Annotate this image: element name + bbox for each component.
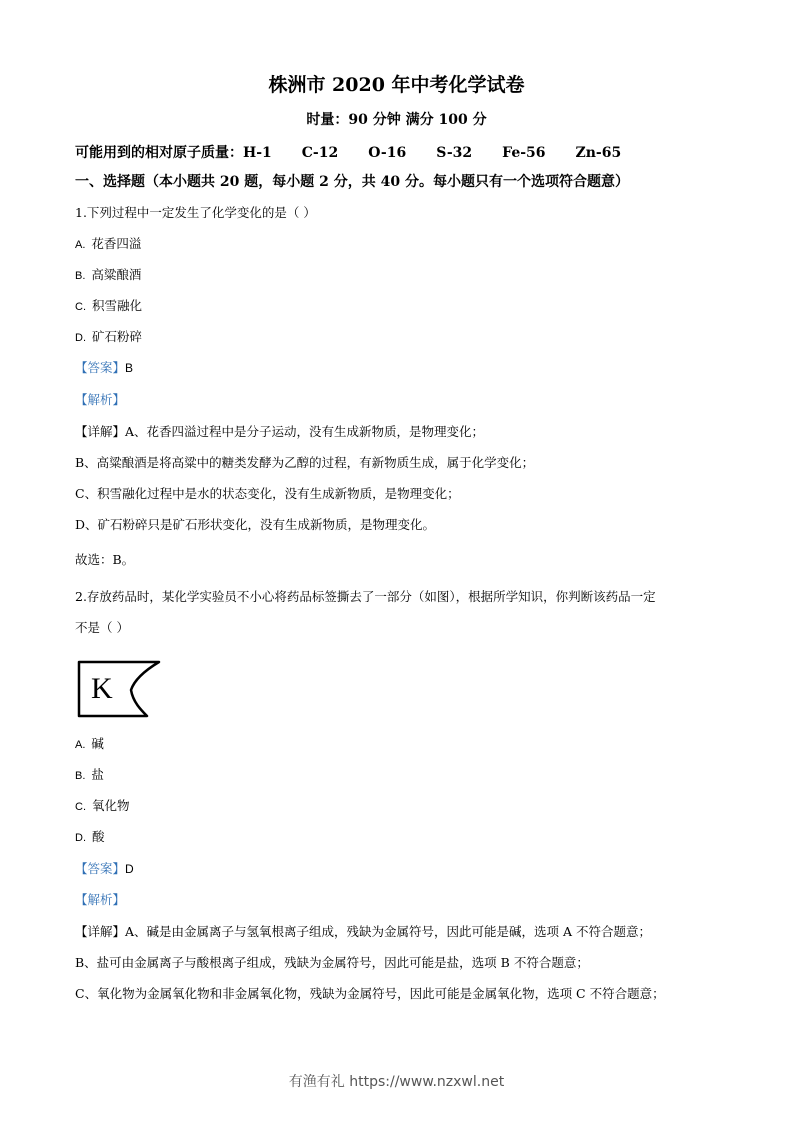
atomic-mass-item: Fe-56 [502,145,546,161]
question-2-stem: 2.存放药品时，某化学实验员不小心将药品标签撕去了一部分（如图），根据所学知识，你判断该药品一定 [75,589,656,604]
q1-option-a: A. 花香四溢 [75,236,142,251]
answer-value: D [125,862,134,876]
q1-detail-line: B、高粱酿酒是将高粱中的糖类发酵为乙醇的过程，有新物质生成，属于化学变化； [75,455,535,470]
q1-answer [75,358,133,376]
label-letter: K [91,672,113,705]
detail-tag: 【详解】 [75,424,126,439]
q1-detail-line: 【详解】A、花香四溢过程中是分子运动，没有生成新物质，是物理变化； [75,424,485,439]
atomic-mass-item: O-16 [368,145,407,161]
page-title: 株洲市 2020 年中考化学试卷 [268,74,525,96]
q1-conclusion: 故选：B。 [75,552,135,567]
q1-option-b: B. 高粱酿酒 [75,267,142,282]
exam-duration-score: 时量：90 分钟 满分 100 分 [306,112,487,128]
atomic-masses-label: 可能用到的相对原子质量： [75,145,243,161]
atomic-mass-item: S-32 [436,145,473,161]
q2-detail-line: C、氧化物为金属氧化物和非金属氧化物，残缺为金属符号，因此可能是金属氧化物，选项 C 不符合题意； [75,986,665,1001]
question-2-stem-cont: 不是（ ） [75,620,129,635]
q2-detail-line: B、盐可由金属离子与酸根离子组成，残缺为金属符号，因此可能是盐，选项 B 不符合题意； [75,955,589,970]
q1-detail-line: D、矿石粉碎只是矿石形状变化，没有生成新物质，是物理变化。 [75,517,436,532]
section-heading: 一、选择题（本小题共 20 题，每小题 2 分，共 40 分。每小题只有一个选项符合题意） [75,174,629,190]
atomic-mass-item: C-12 [301,145,339,161]
q1-detail-line: C、积雪融化过程中是水的状态变化，没有生成新物质，是物理变化； [75,486,460,501]
q2-detail-line: 【详解】A、碱是由金属离子与氢氧根离子组成，残缺为金属符号，因此可能是碱，选项 A 不符合题意； [75,924,652,939]
q2-analysis-tag: 【解析】 [75,892,126,907]
q1-option-d: D. 矿石粉碎 [75,329,143,344]
question-1-stem: 1.下列过程中一定发生了化学变化的是（ ） [75,205,316,220]
atomic-mass-item: H-1 [243,145,272,161]
answer-tag: 【答案】 [75,360,126,375]
q2-option-d: D. 酸 [75,829,105,844]
answer-value: B [125,361,134,375]
atomic-mass-item: Zn-65 [575,145,622,161]
footer-watermark[interactable]: 有渔有礼 https://www.nzxwl.net [288,1074,505,1090]
torn-label-image [75,656,165,718]
q2-option-a: A. 碱 [75,736,104,751]
q2-option-b: B. 盐 [75,767,104,782]
q1-analysis-tag: 【解析】 [75,392,126,407]
q2-option-c: C. 氧化物 [75,798,130,813]
q1-option-c: C. 积雪融化 [75,298,143,313]
detail-tag: 【详解】 [75,924,126,939]
answer-tag: 【答案】 [75,861,126,876]
atomic-masses-line [75,142,621,162]
q2-answer [75,859,134,877]
